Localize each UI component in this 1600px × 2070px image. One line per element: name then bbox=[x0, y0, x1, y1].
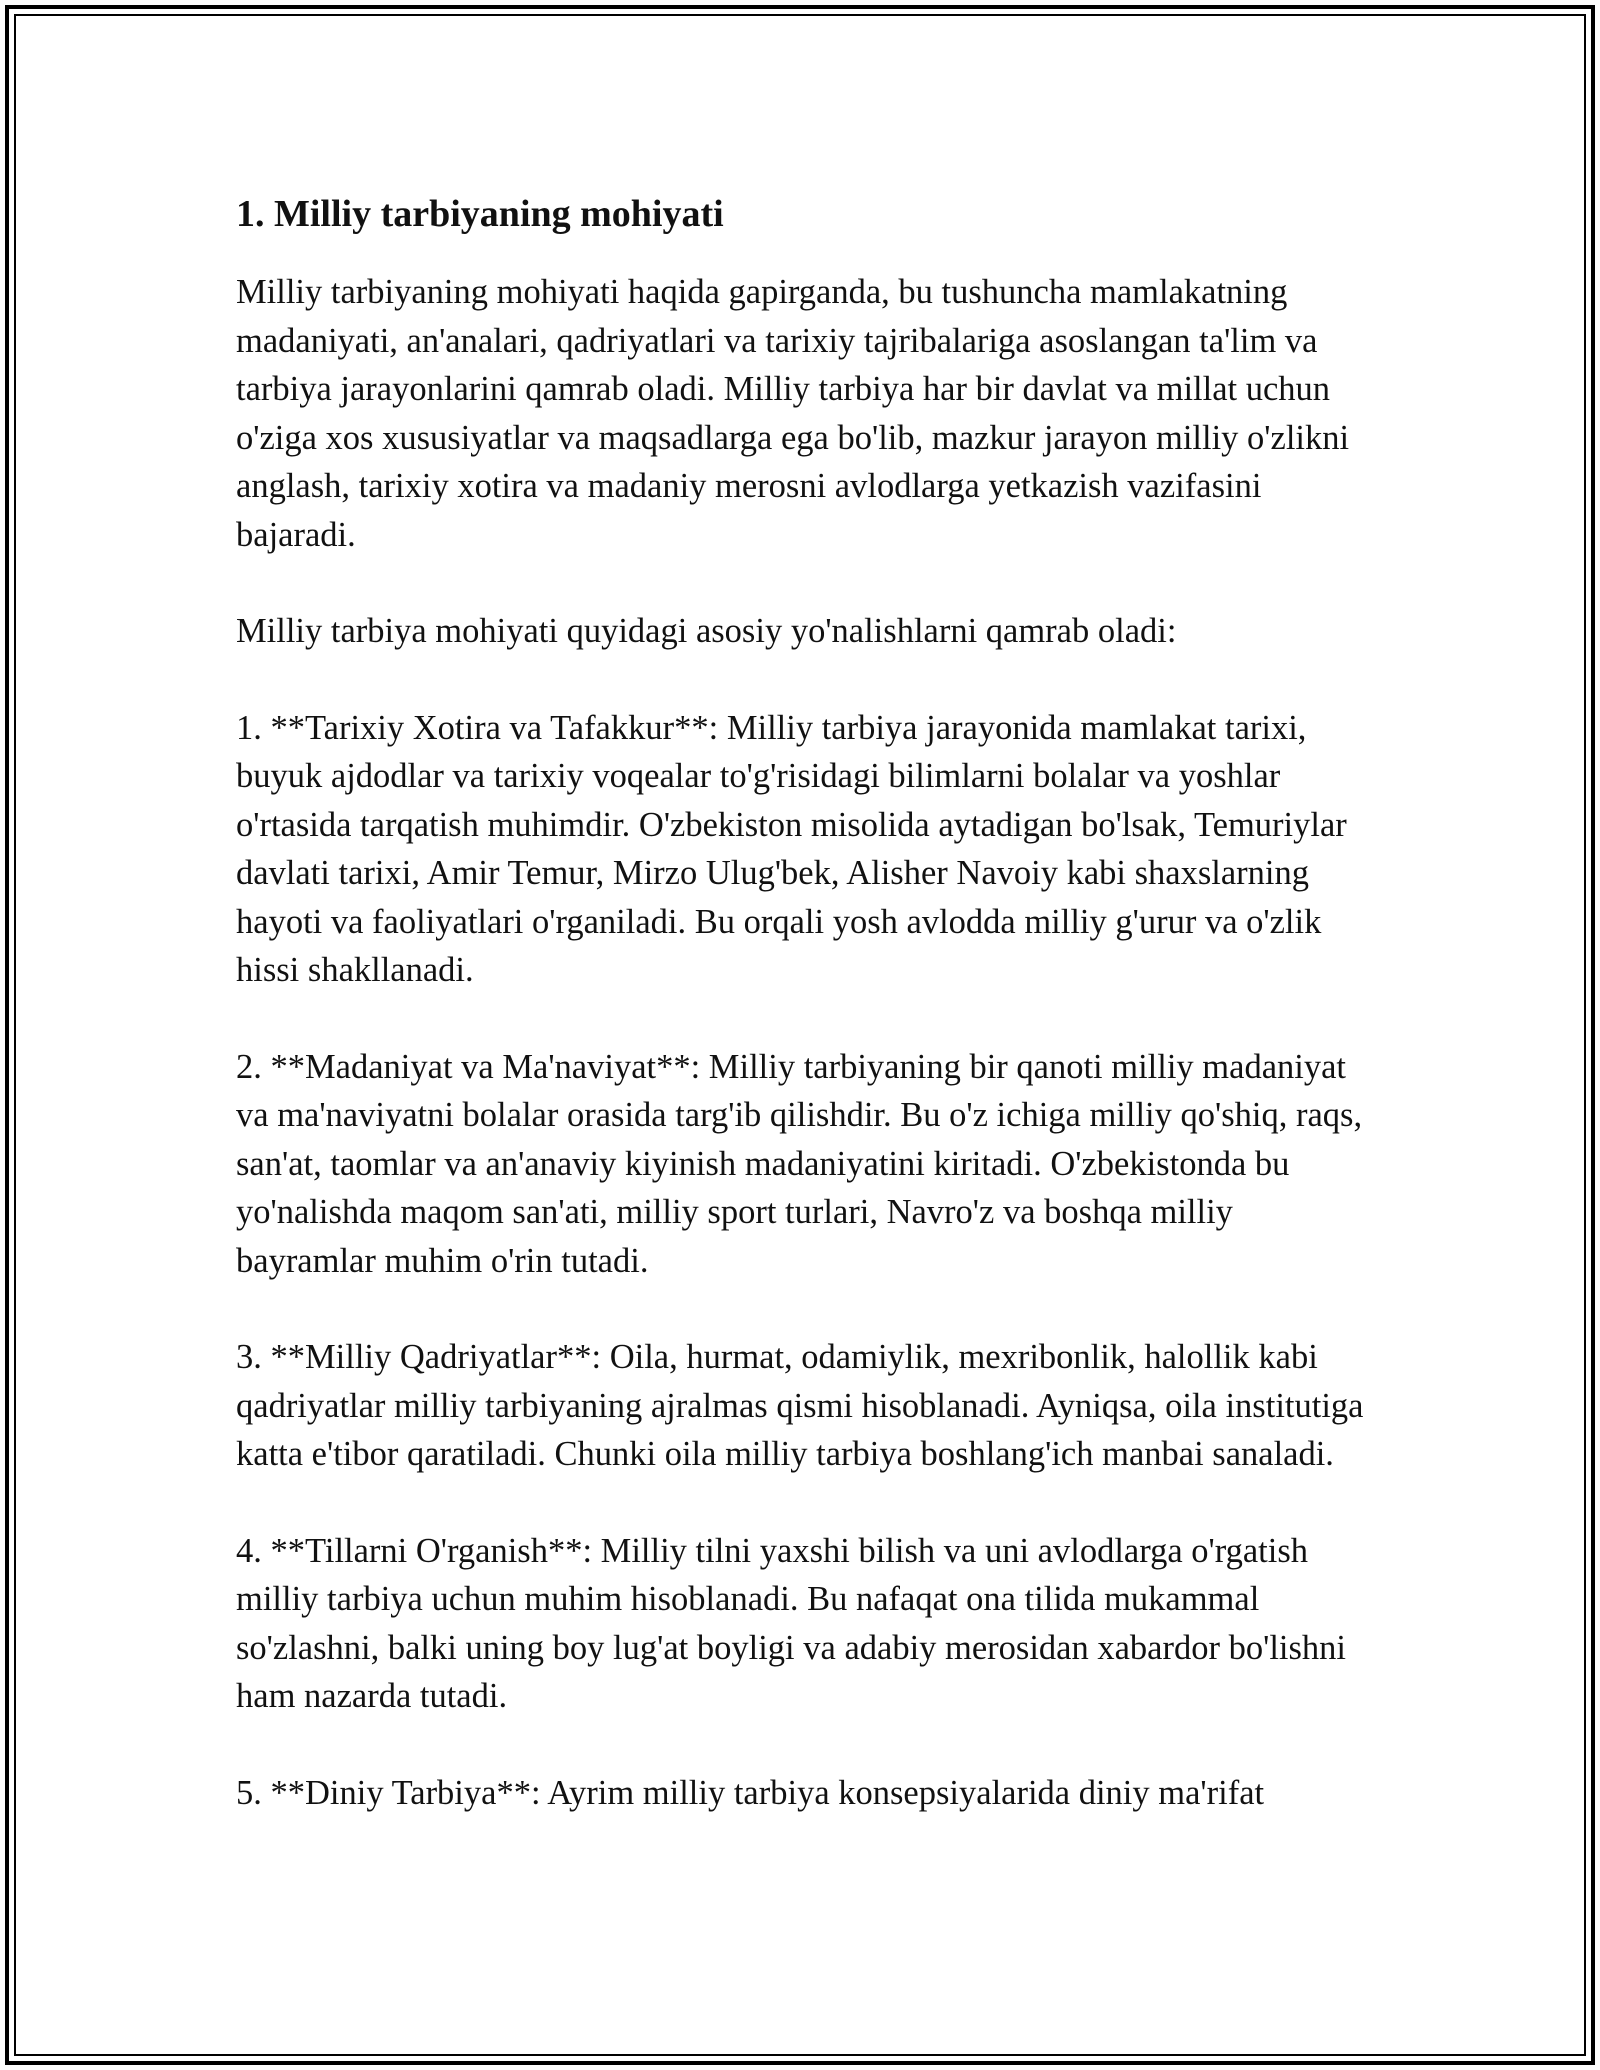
list-item-religious-education: 5. **Diniy Tarbiya**: Ayrim milliy tarbiya konsepsiyalarida diniy ma'rifat bbox=[236, 1773, 1265, 1812]
list-item-culture-spirituality: 2. **Madaniyat va Ma'naviyat**: Milliy tarbiyaning bir qanoti milliy madaniyat va ma'naviyatni bolalar orasida targ'ib qilishdir. Bu o'z ichiga milliy qo'shiq, raqs, san'at, taomlar va an'anaviy kiyinish madaniyatini kiritadi. O'zbekistonda bu yo'nalishda maqom san'ati, milliy sport turlari, Navro'z va boshqa milliy bayramlar muhim o'rin tutadi. bbox=[236, 1047, 1363, 1280]
list-item-national-values: 3. **Milliy Qadriyatlar**: Oila, hurmat, odamiylik, mexribonlik, halollik kabi qadriyatlar milliy tarbiyaning ajralmas qismi hisoblanadi. Ayniqsa, oila institutiga katta e'tibor qaratiladi. Chunki oila milliy tarbiya boshlang'ich manbai sanaladi. bbox=[236, 1338, 1364, 1473]
document-body bbox=[236, 186, 1376, 1817]
section-heading: 1. Milliy tarbiyaning mohiyati bbox=[236, 193, 724, 235]
intro-paragraph: Milliy tarbiyaning mohiyati haqida gapirganda, bu tushuncha mamlakatning madaniyati, an'analari, qadriyatlari va tarixiy tajribalariga asoslangan ta'lim va tarbiya jarayonlarini qamrab oladi. Milliy tarbiya har bir davlat va millat uchun o'ziga xos xususiyatlar va maqsadlarga ega bo'lib, mazkur jarayon milliy o'zlikni anglash, tarixiy xotira va madaniy merosni avlodlarga yetkazish vazifasini bajaradi. bbox=[236, 273, 1350, 554]
list-intro-paragraph: Milliy tarbiya mohiyati quyidagi asosiy yo'nalishlarni qamrab oladi: bbox=[236, 612, 1177, 650]
list-item-historical-memory: 1. **Tarixiy Xotira va Tafakkur**: Milliy tarbiya jarayonida mamlakat tarixi, buyuk ajdodlar va tarixiy voqealar to'g'risidagi bilimlarni bolalar va yoshlar o'rtasida tarqatish muhimdir. O'zbekiston misolida aytadigan bo'lsak, Temuriylar davlati tarixi, Amir Temur, Mirzo Ulug'bek, Alisher Navoiy kabi shaxslarning hayoti va faoliyatlari o'rganiladi. Bu orqali yosh avlodda milliy g'urur va o'zlik hissi shakllanadi. bbox=[236, 708, 1347, 989]
list-item-language-learning: 4. **Tillarni O'rganish**: Milliy tilni yaxshi bilish va uni avlodlarga o'rgatish milliy tarbiya uchun muhim hisoblanadi. Bu nafaqat ona tilida mukammal so'zlashni, balki uning boy lug'at boyligi va adabiy merosidan xabardor bo'lishni ham nazarda tutadi. bbox=[236, 1531, 1346, 1715]
